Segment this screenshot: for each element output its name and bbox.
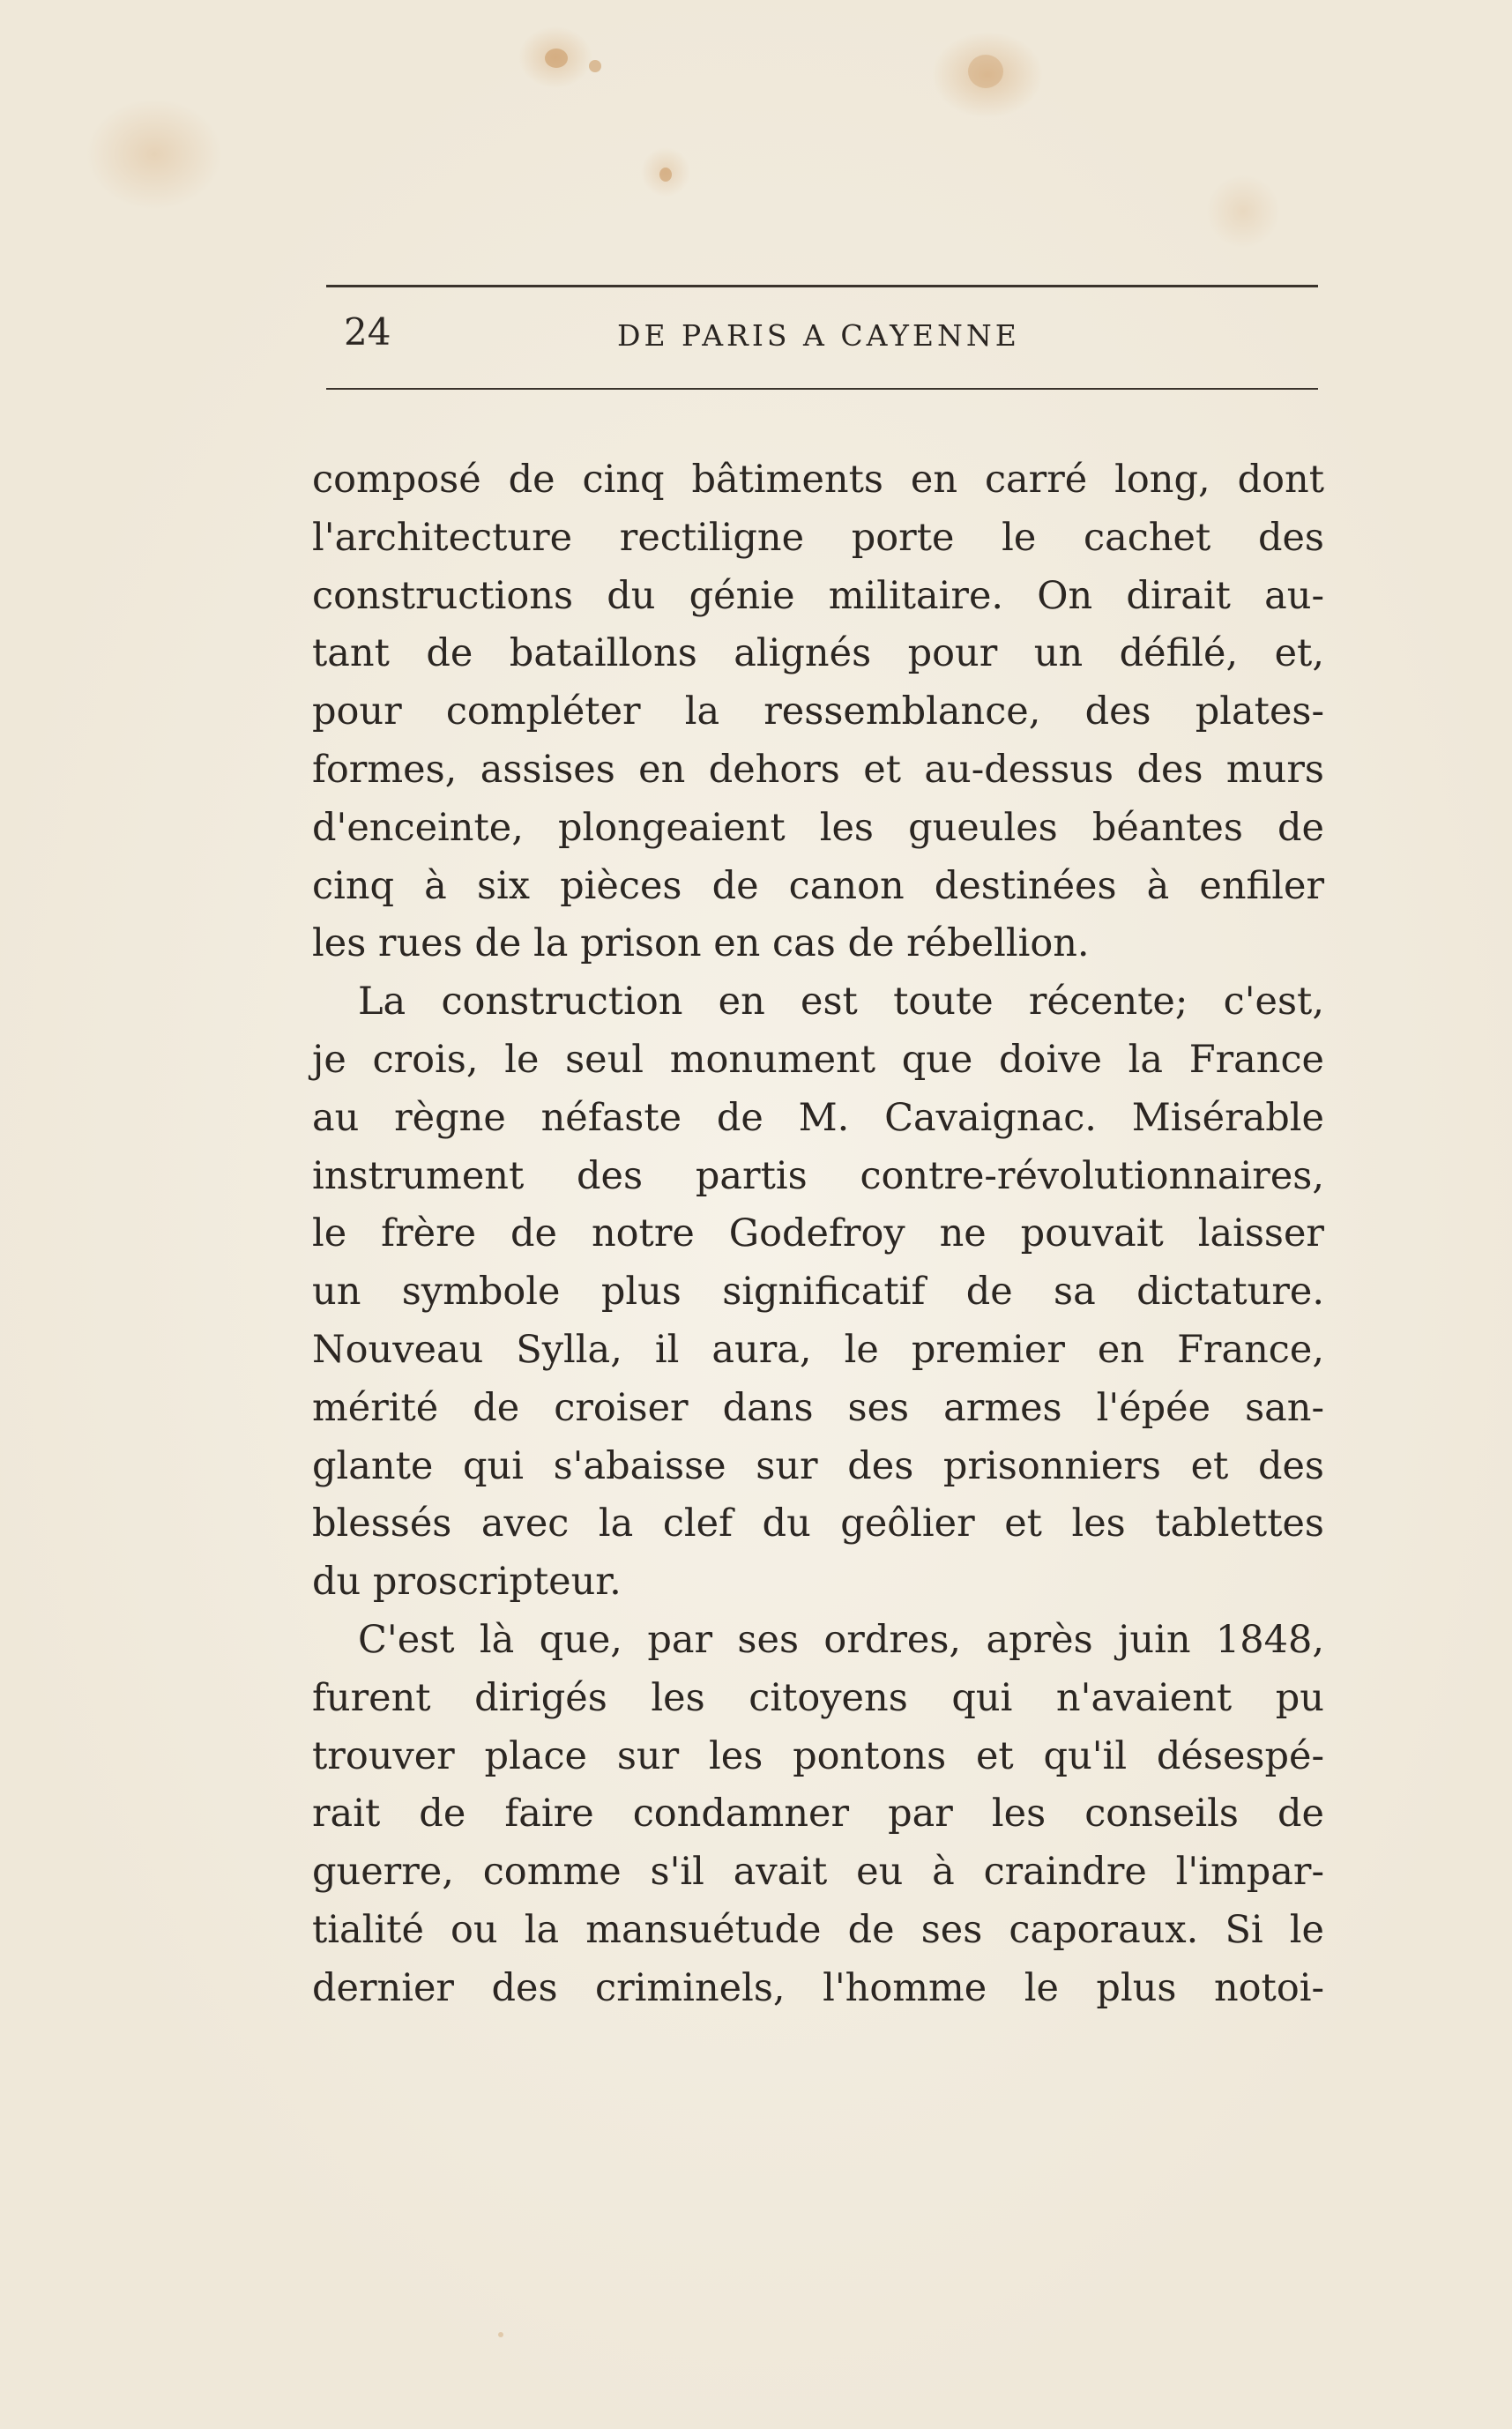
- text-line: tant de bataillons alignés pour un défilé, et,: [312, 631, 1324, 676]
- foxing-spot: [545, 48, 568, 68]
- text-line: rait de faire condamner par les conseils de: [312, 1792, 1324, 1837]
- foxing-spot: [589, 60, 601, 72]
- text-line: dernier des criminels, l'homme le plus notoi-: [312, 1965, 1324, 2010]
- text-line: glante qui s'abaisse sur des prisonniers et des: [312, 1443, 1324, 1488]
- text-line: tialité ou la mansuétude de ses caporaux. Si le: [312, 1907, 1324, 1952]
- text-line: composé de cinq bâtiments en carré long, dont: [312, 458, 1324, 502]
- text-line: guerre, comme s'il avait eu à craindre l'impar-: [312, 1850, 1324, 1895]
- running-header: [326, 310, 1318, 354]
- paragraph-start-line: La construction en est toute récente; c'est,: [358, 980, 1324, 1025]
- header-bottom-rule: [326, 388, 1318, 390]
- foxing-spot: [498, 2332, 503, 2337]
- foxing-spot: [659, 168, 672, 182]
- text-line: instrument des partis contre-révolutionnaires,: [312, 1153, 1324, 1198]
- header-top-rule: [326, 285, 1318, 287]
- text-line: le frère de notre Godefroy ne pouvait laisser: [312, 1211, 1324, 1256]
- text-line: les rues de la prison en cas de rébellion.: [312, 921, 1090, 966]
- text-line: pour compléter la ressemblance, des plates-: [312, 689, 1324, 734]
- foxing-spot: [968, 55, 1003, 88]
- page-number: 24: [344, 310, 391, 354]
- text-line: un symbole plus significatif de sa dictature.: [312, 1270, 1324, 1315]
- text-line: furent dirigés les citoyens qui n'avaient pu: [312, 1675, 1324, 1720]
- text-line: l'architecture rectiligne porte le cachet des: [312, 515, 1324, 560]
- text-line: d'enceinte, plongeaient les gueules béantes de: [312, 805, 1324, 850]
- paragraph-start-line: C'est là que, par ses ordres, après juin 1848,: [358, 1617, 1324, 1662]
- text-line: blessés avec la clef du geôlier et les tablettes: [312, 1501, 1324, 1546]
- text-line: mérité de croiser dans ses armes l'épée san-: [312, 1385, 1324, 1430]
- text-line: du proscripteur.: [312, 1560, 622, 1605]
- text-line: Nouveau Sylla, il aura, le premier en France,: [312, 1327, 1324, 1372]
- text-line: formes, assises en dehors et au-dessus des murs: [312, 747, 1324, 792]
- text-line: au règne néfaste de M. Cavaignac. Misérable: [312, 1095, 1324, 1140]
- body-text: [312, 451, 1324, 2018]
- text-line: je crois, le seul monument que doive la France: [312, 1037, 1324, 1082]
- text-line: trouver place sur les pontons et qu'il désespé-: [312, 1733, 1324, 1778]
- running-head-title: DE PARIS A CAYENNE: [617, 318, 1020, 353]
- text-line: constructions du génie militaire. On dirait au-: [312, 573, 1324, 618]
- text-line: cinq à six pièces de canon destinées à enfiler: [312, 863, 1324, 908]
